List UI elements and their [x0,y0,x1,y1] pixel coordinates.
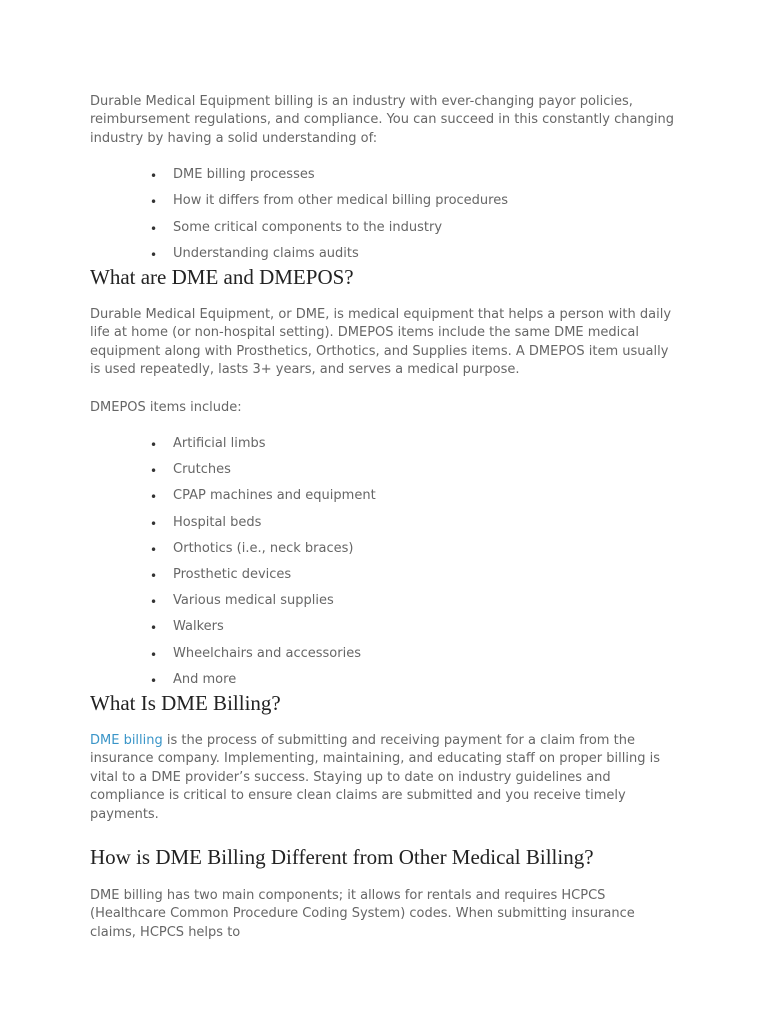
list-item: • Walkers [90,618,680,644]
list-item: • Artificial limbs [90,435,680,461]
section-heading-billing-difference: How is DME Billing Different from Other Medical Billing? [90,844,594,869]
document-page [90,93,680,942]
list-item: • DME billing processes [90,166,680,192]
list-item: • Prosthetic devices [90,566,680,592]
list-item: • Crutches [90,461,680,487]
billing-difference-paragraph: DME billing has two main components; it allows for rentals and requires HCPCS (Healthcare Common Procedure Coding System) codes. When submitting insurance claims, HCPCS helps to [90,887,635,940]
section-heading-dme: What are DME and DMEPOS? [90,264,354,289]
dme-billing-paragraph-text: is the process of submitting and receiving payment for a claim from the insurance company. Implementing, maintaining, and educating staff on proper billing is vital to a DME provider’s success. Staying up to date on industry guidelines and compliance is critical to ensure clean claims are submitted and you receive timely payments. [90,732,660,822]
dme-billing-link[interactable]: DME billing [90,732,163,748]
list-item: • Understanding claims audits [90,245,680,271]
list-item: • Hospital beds [90,514,680,540]
dmepos-items-intro: DMEPOS items include: [90,399,242,415]
list-item: • And more [90,671,680,697]
intro-bullet-list [90,166,680,271]
list-item: • Wheelchairs and accessories [90,645,680,671]
list-item: • Orthotics (i.e., neck braces) [90,540,680,566]
list-item: • Various medical supplies [90,592,680,618]
list-item: • Some critical components to the industry [90,219,680,245]
list-item: • CPAP machines and equipment [90,487,680,513]
list-item: • How it differs from other medical billing procedures [90,192,680,218]
dmepos-items-list [90,435,680,697]
dme-paragraph: Durable Medical Equipment, or DME, is medical equipment that helps a person with daily life at home (or non-hospital setting). DMEPOS items include the same DME medical equipment along with Prosthetics, Orthotics, and Supplies items. A DMEPOS item usually is used repeatedly, lasts 3+ years, and serves a medical purpose. [90,306,672,378]
dme-billing-paragraph [90,732,680,824]
intro-paragraph: Durable Medical Equipment billing is an industry with ever-changing payor policies, reimbursement regulations, and compliance. You can succeed in this constantly changing industry by having a solid understanding of: [90,94,675,146]
section-heading-dme-billing: What Is DME Billing? [90,690,281,715]
